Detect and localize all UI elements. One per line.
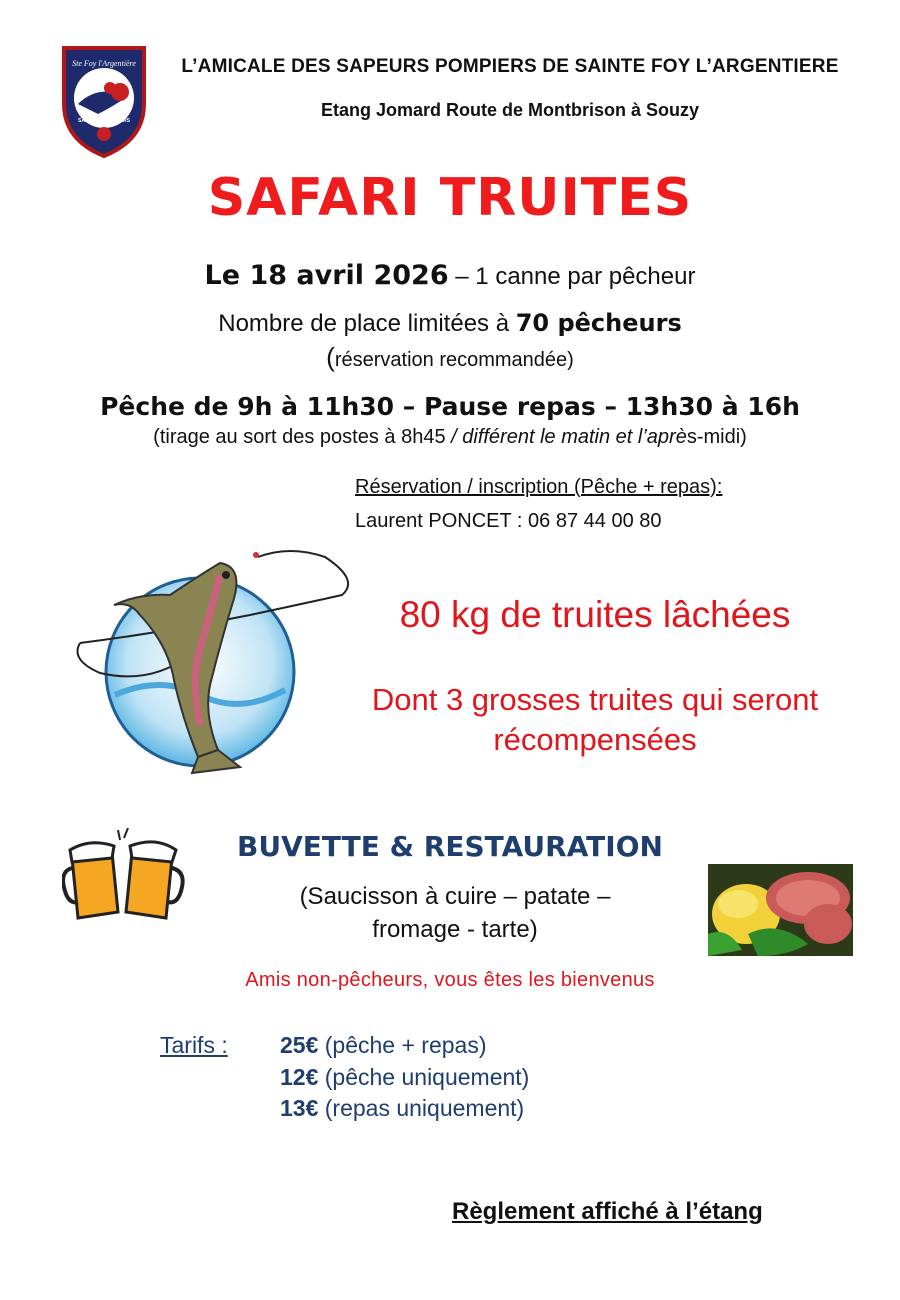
price-item [280, 1032, 487, 1059]
price-amount: 13€ [280, 1095, 319, 1121]
rod-rule: – 1 canne par pêcheur [448, 263, 696, 290]
date-line [0, 260, 900, 291]
places-prefix: Nombre de place limitées à [218, 310, 516, 337]
open-paren: ( [326, 342, 335, 372]
trout-illustration [70, 545, 360, 780]
food-menu: (Saucisson à cuire – patate – fromage - tarte) [299, 883, 611, 943]
price-desc: (pêche + repas) [318, 1032, 487, 1058]
price-desc: (pêche uniquement) [318, 1064, 530, 1090]
food-photo [708, 864, 853, 956]
price-desc: (repas uniquement) [318, 1095, 525, 1121]
draw-note [0, 426, 900, 449]
fire-brigade-logo [58, 44, 150, 160]
fishing-schedule: Pêche de 9h à 11h30 – Pause repas – 13h30 à 16h [100, 392, 800, 421]
reservation-note: réservation recommandée) [334, 349, 574, 371]
places-line [0, 309, 900, 338]
rules-note: Règlement affiché à l’étang [452, 1198, 763, 1225]
food-heading: BUVETTE & RESTAURATION [237, 830, 663, 863]
draw-prefix: (tirage au sort des postes à 8h45 [153, 426, 452, 448]
page-title: SAFARI TRUITES [207, 168, 693, 228]
prices-label: Tarifs : [160, 1032, 228, 1058]
reservation-note-line [0, 342, 900, 373]
draw-italic: / différent le matin et l’aprè [451, 426, 687, 448]
prize-trout: Dont 3 grosses truites qui seront récompensées [371, 682, 819, 757]
logo-text-top: Ste Foy l'Argentière [72, 59, 136, 68]
logo-text-bottom: SAPEURS POMPIERS [78, 118, 130, 124]
price-item [280, 1095, 524, 1122]
places-value: 70 pêcheurs [515, 309, 682, 337]
organization-name: L’AMICALE DES SAPEURS POMPIERS DE SAINTE FOY L’ARGENTIERE [181, 56, 839, 77]
trout-released: 80 kg de truites lâchées [399, 594, 791, 635]
welcome-note: Amis non-pêcheurs, vous êtes les bienvenus [245, 969, 655, 991]
draw-suffix: s-midi) [686, 426, 747, 448]
event-location: Etang Jomard Route de Montbrison à Souzy [320, 100, 700, 120]
event-date: Le 18 avril 2026 [204, 260, 449, 291]
price-amount: 12€ [280, 1064, 319, 1090]
booking-contact: Laurent PONCET : 06 87 44 00 80 [355, 510, 662, 532]
price-item [280, 1064, 529, 1091]
booking-label: Réservation / inscription (Pêche + repas): [355, 476, 723, 498]
price-amount: 25€ [280, 1032, 319, 1058]
